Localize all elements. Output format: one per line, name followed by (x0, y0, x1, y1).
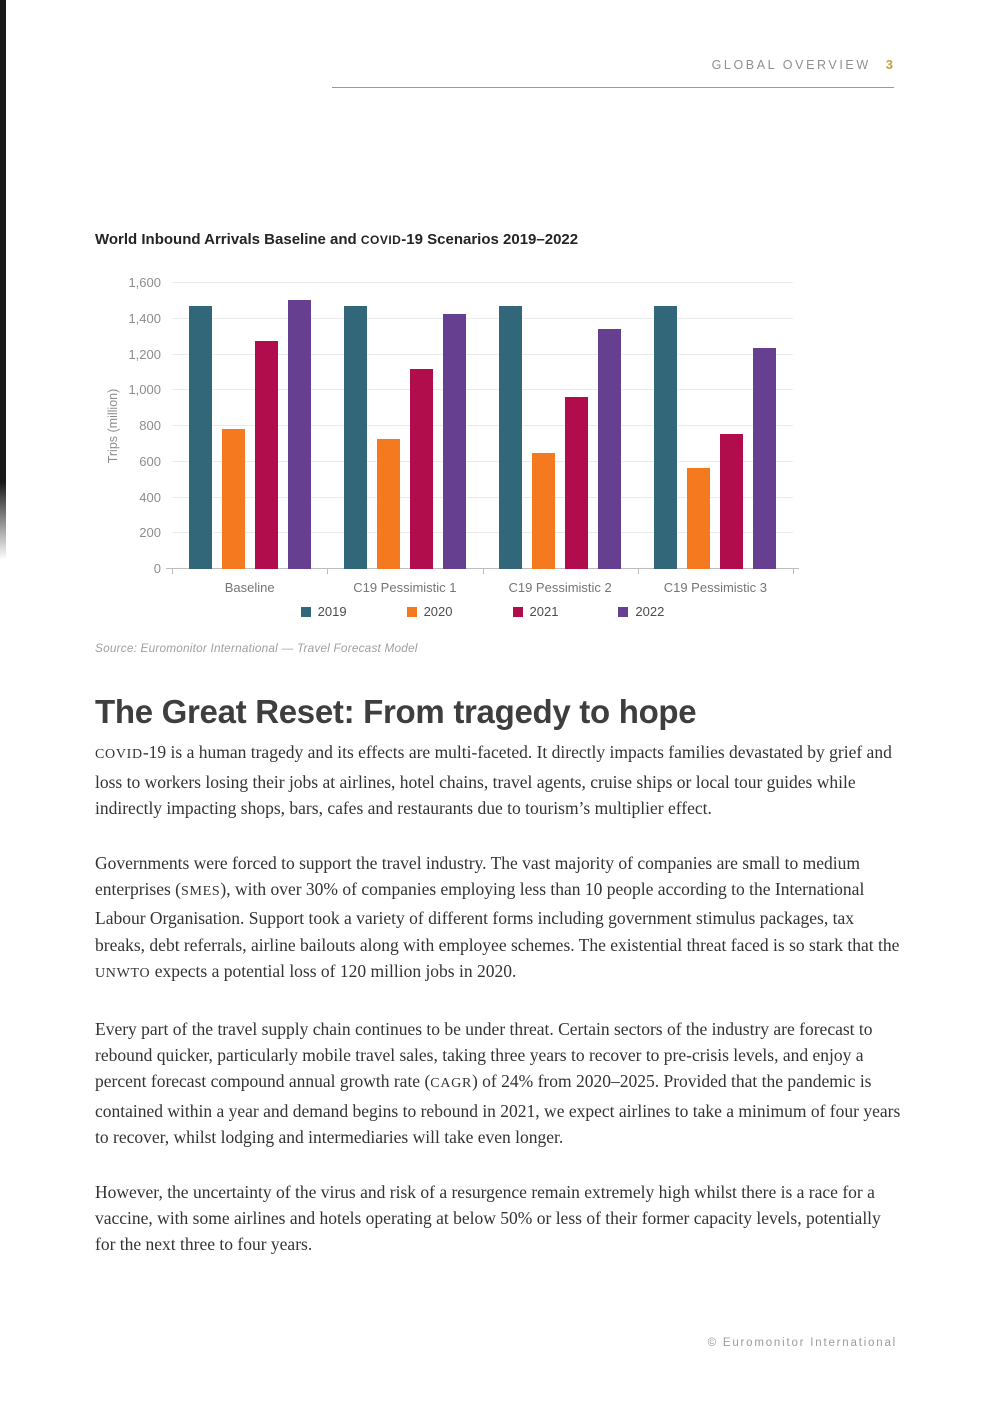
x-axis-tick (327, 569, 328, 574)
article (95, 694, 904, 1286)
article-heading: The Great Reset: From tragedy to hope (95, 693, 697, 730)
category-label: C19 Pessimistic 3 (663, 580, 768, 595)
header-divider (332, 87, 894, 88)
bar-2021 (565, 397, 588, 569)
bar-group-baseline (172, 283, 327, 595)
small-caps-text: CAGR (430, 1076, 472, 1092)
small-caps-text: COVID (360, 233, 402, 247)
category-label: C19 Pessimistic 1 (353, 580, 457, 595)
y-tick-label: 200 (139, 525, 161, 541)
x-axis-tick (172, 569, 173, 574)
paragraph-1 (95, 739, 904, 821)
text-segment: -19 Scenarios 2019–2022 (401, 231, 579, 248)
legend-swatch (407, 607, 417, 617)
legend-label: 2020 (423, 604, 453, 619)
plot-area (172, 283, 793, 595)
text-segment: However, the uncertainty of the virus and risk of a resurgence remain extremely high whilst there is a race for a vaccine, with some airlines and hotels operating at below 50% or less of their former capacity levels, potentially for the next three to four years. (95, 1181, 881, 1255)
text-segment: -19 is a human tragedy and its effects are multi-faceted. It directly impacts families devastated by grief and loss to workers losing their jobs at airlines, hotel chains, travel agents, cruise ships or local tour guides while indirectly impacting shops, bars, cafes and restaurants due to tourism’s multiplier effect. (95, 742, 892, 819)
page-number: 3 (885, 57, 893, 72)
legend-label: 2022 (635, 604, 665, 619)
bar-2019 (499, 306, 522, 569)
y-tick-label: 1,000 (128, 382, 161, 398)
legend-swatch (618, 607, 628, 617)
y-tick-label: 1,600 (128, 275, 161, 290)
text-segment: expects a potential loss of 120 million jobs in 2020. (150, 961, 517, 982)
bar-2021 (720, 434, 743, 569)
chart-source: Source: Euromonitor International — Travel Forecast Model (95, 641, 418, 655)
paragraph-4 (95, 1179, 904, 1258)
section-label: GLOBAL OVERVIEW (711, 58, 871, 72)
y-axis-labels (95, 275, 161, 576)
bar-group-c19-pessimistic-2 (483, 283, 638, 595)
y-tick-label: 1,400 (128, 310, 161, 326)
legend-item-2020 (407, 604, 453, 619)
text-segment: ) of 24% from 2020–2025. Provided that the pandemic is contained within a year and demand begins to rebound in 2021, we expect airlines to take a minimum of four years to recover, whilst lodging and intermediaries will take even longer. (95, 1071, 901, 1148)
text-segment: ), with over 30% of companies employing less than 10 people according to the International Labour Organisation. Support took a variety of different forms including government stimulus packages, tax breaks, debt referrals, airline bailouts along with employee schemes. The existential threat faced is so stark that the (95, 878, 900, 955)
bar-2020 (687, 468, 710, 569)
legend-item-2021 (513, 604, 559, 619)
bar-group-c19-pessimistic-3 (638, 283, 793, 595)
bar-2019 (654, 306, 677, 569)
legend-item-2019 (301, 604, 347, 619)
page-header (712, 57, 893, 72)
bar-group-c19-pessimistic-1 (327, 283, 482, 595)
legend-label: 2021 (529, 604, 559, 619)
category-label: Baseline (224, 580, 275, 595)
legend-swatch (513, 607, 523, 617)
bar-2021 (410, 369, 433, 569)
page-edge-strip (0, 0, 6, 560)
legend-item-2022 (618, 604, 664, 619)
y-tick-label: 800 (139, 418, 161, 433)
bar-chart (95, 263, 802, 643)
bar-2019 (344, 306, 367, 569)
y-tick-label: 400 (139, 489, 161, 505)
bar-2020 (532, 453, 555, 569)
bar-2019 (189, 306, 212, 569)
y-tick-label: 1,200 (128, 346, 161, 362)
y-tick-label: 0 (153, 561, 161, 576)
text-segment: World Inbound Arrivals Baseline and (95, 231, 361, 248)
y-axis-title: Trips (million) (106, 388, 120, 464)
bar-2020 (222, 429, 245, 569)
legend-label: 2019 (317, 604, 347, 619)
article-body (95, 739, 904, 1258)
small-caps-text: COVID (95, 747, 143, 763)
x-axis-tick (638, 569, 639, 574)
bar-2022 (598, 329, 621, 569)
footer-copyright: © Euromonitor International (707, 1337, 897, 1349)
bar-2020 (377, 439, 400, 569)
x-axis-tick (793, 569, 794, 574)
bar-2022 (753, 348, 776, 569)
small-caps-text: UNWTO (95, 966, 151, 982)
paragraph-2 (95, 850, 904, 988)
bar-2021 (255, 341, 278, 569)
bar-2022 (443, 314, 466, 569)
legend-swatch (301, 607, 311, 617)
paragraph-3 (95, 1016, 904, 1151)
chart-title (95, 231, 578, 248)
small-caps-text: SMES (181, 883, 221, 899)
bar-2022 (288, 300, 311, 569)
y-tick-label: 600 (139, 453, 161, 469)
x-axis-tick (483, 569, 484, 574)
chart-legend (172, 604, 793, 619)
text-segment: Governments were forced to support the travel industry. The vast majority of companies are small to medium enterprises ( (95, 852, 860, 899)
text-segment: Every part of the travel supply chain continues to be under threat. Certain sectors of the industry are forecast to rebound quicker, particularly mobile travel sales, taking three years to recover to pre-crisis levels, and enjoy a percent forecast compound annual growth rate ( (95, 1018, 873, 1092)
category-label: C19 Pessimistic 2 (508, 580, 612, 595)
